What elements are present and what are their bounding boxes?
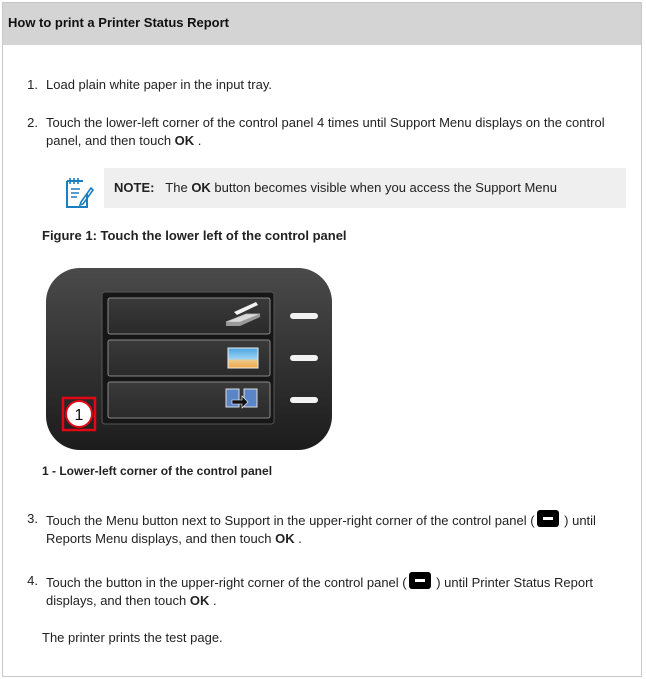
header-bar [3,3,641,45]
callout-number: 1 [74,407,84,424]
step-line [46,530,596,548]
note-icon [64,176,94,210]
result-text: The printer prints the test page. [42,630,223,645]
step-line [46,132,605,150]
step-text [46,510,596,548]
photo-icon [228,348,258,368]
step-text-part: ) until Printer Status Report [432,575,594,590]
ok-label: OK [191,180,211,195]
menu-key-icon [409,572,431,589]
note-label: NOTE: [114,180,155,195]
step-text [46,114,605,150]
note-box [104,168,626,208]
ok-label: OK [174,133,195,148]
note-text-part: The [165,180,192,195]
step-text-part: Touch the Menu button next to Support in the upper-right corner of the control panel ( [46,513,535,528]
step-number: 2. [27,115,38,130]
step-number: 1. [27,77,38,92]
step-text-part: . [209,593,217,608]
step-number: 3. [27,511,38,526]
step-line [46,592,593,610]
step-text-part: . [194,133,202,148]
side-key [290,313,318,319]
control-panel-illustration [46,268,332,450]
menu-key-icon [537,510,559,527]
figure-title: Figure 1: Touch the lower left of the control panel [42,228,347,243]
note-text-part: button becomes visible when you access the Support Menu [210,180,557,195]
side-key [290,355,318,361]
page-title: How to print a Printer Status Report [8,15,230,30]
step-line [46,510,596,530]
step-text-part: ) until [560,513,596,528]
step-text [46,572,593,610]
step-text-part: Touch the button in the upper-right corner of the control panel ( [46,575,407,590]
note-text [114,180,557,195]
step-number: 4. [27,573,38,588]
step-text-part: displays, and then touch [46,593,190,608]
step-text-part: Reports Menu displays, and then touch [46,531,276,546]
figure-caption: 1 - Lower-left corner of the control panel [42,464,273,478]
step-line: Touch the lower-left corner of the control panel 4 times until Support Menu displays on the control [46,115,605,130]
side-key [290,397,318,403]
ok-label: OK [275,531,295,546]
step-text: Load plain white paper in the input tray. [46,77,272,92]
step-text-part: panel, and then touch [46,133,175,148]
ok-label: OK [189,593,210,608]
step-line [46,572,593,592]
step-text-part: . [294,531,302,546]
